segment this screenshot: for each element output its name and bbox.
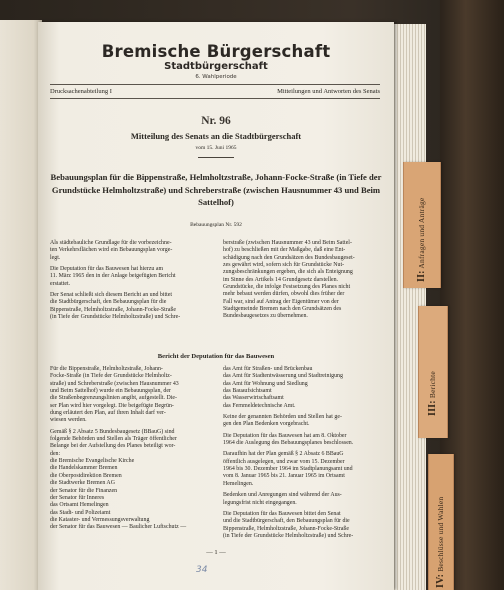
tab-anfragen[interactable] (403, 162, 441, 288)
text-line: 1964 die Auslegung des Bebauungsplanes beschlossen. (223, 440, 354, 447)
text-line: die Oberpostdirektion Bremen (50, 472, 122, 479)
handwritten-annotation: 34 (196, 565, 208, 575)
text-line: zes gewährt wird, sofern sich für Grundstücke Nut- (223, 262, 345, 269)
report-right-column (223, 366, 379, 540)
text-line: Gemäß § 2 Absatz 5 Bundesbaugesetz (BBauG) sind (50, 428, 175, 435)
text-line: ser Plan wird hier vorgelegt. Die beigefügte Begrün- (50, 402, 174, 409)
text-line: Bundesbaugesetzes zu übernehmen. (223, 313, 308, 320)
text-line: die Kataster- und Vermessungsverwaltung (50, 516, 150, 523)
intro-left-column (50, 240, 206, 321)
page-subtitle: Stadtbürgerschaft (164, 61, 268, 72)
text-line: das Amt für Wohnung und Siedlung (223, 380, 308, 387)
text-line: folgende Behörden und Stellen als Träger öffentlicher (50, 436, 177, 443)
text-line: und Beim Sattelhof) wurde ein Bebauungsplan, der (50, 388, 171, 395)
tab-anfragen-label: II: Anfragen und Anträge (416, 197, 427, 282)
text-line: schädigung nach den Grundsätzen des Bundesbaugeset- (223, 254, 355, 261)
text-line: Die Deputation für das Bauwesen hat am 8. Oktober (223, 432, 347, 439)
text-line: das Fernmeldetechnische Amt. (223, 402, 296, 409)
text-line: der Senator für das Bauwesen — Baulicher Luftschutz — (50, 524, 187, 531)
period-label: 6. Wahlperiode (195, 74, 237, 80)
top-rule (50, 84, 380, 85)
intro-right-column (223, 240, 379, 321)
title-line: Bebauungsplan für die Bippenstraße, Helmholtzstraße, Johann-Focke-Straße (in Tiefe der (50, 172, 382, 182)
text-line: das Wasserwirtschaftsamt (223, 395, 284, 402)
document-date: vom 15. Juni 1965 (195, 145, 237, 151)
plan-number: Bebauungsplan Nr. 592 (190, 222, 242, 228)
text-line: 11. März 1965 den in der Anlage beigefügten Bericht (50, 273, 176, 280)
text-line: der Senator für Inneres (50, 494, 105, 501)
short-divider (198, 157, 234, 158)
text-line: hof) zu beschließen mit der Maßgabe, daß eine Ent- (223, 247, 346, 254)
text-line: Die Deputation für das Bauwesen hat hierzu am (50, 266, 164, 273)
title-line: Grundstücke Helmholtzstraße) und Schreberstraße (zwischen Hausnummer 43 und Beim (51, 184, 381, 195)
text-line: Belange bei der Aufstellung des Planes beteiligt wor- (50, 443, 176, 450)
text-line: die Straßenbegrenzungslinien angibt, aufgestellt. Die- (50, 395, 177, 402)
report-left-column (50, 366, 206, 532)
tab-berichte[interactable] (418, 306, 448, 438)
text-line: legt. (50, 254, 61, 261)
header-row (50, 88, 380, 95)
text-line: (in Tiefe der Grundstücke Helmholtzstraße) und Schre- (223, 532, 354, 539)
section-heading: Bericht der Deputation für das Bauwesen (157, 353, 275, 360)
text-line: zungsbeschränkungen ergeben, die sich als Enteignung (223, 269, 353, 276)
text-line: (in Tiefe der Grundstücke Helmholtzstraße) und Schre- (50, 314, 181, 321)
text-line: den: (50, 450, 61, 457)
text-line: dung erläutert den Plan, auf ihren Inhalt darf ver- (50, 410, 166, 417)
text-line: das Amt für Straßen- und Brückenbau (223, 366, 313, 372)
text-line: das Amt für Stadtentwässerung und Stadtreinigung (223, 373, 343, 380)
text-line: straße) und Schreberstraße (zwischen Hausnummer 43 (50, 380, 179, 387)
text-line: und die Stadtbürgerschaft, den Bebauungsplan für die (223, 518, 350, 525)
text-line: im Sinne des Artikels 14 Grundgesetz darstellen. (223, 276, 339, 283)
text-line: Bippenstraße, Helmholtzstraße, Johann-Focke-Straße (223, 525, 349, 532)
text-line: Fall war, sind auf Antrag der Eigentümer von der (223, 298, 339, 305)
text-line: Keine der genannten Behörden und Stellen hat ge- (223, 414, 342, 421)
text-line: Grundstücke, die infolge Festsetzung des Planes nicht (223, 284, 351, 291)
text-line: Hemelingen. (223, 480, 254, 487)
document-number: Nr. 96 (201, 115, 231, 127)
left-page-edge (0, 20, 42, 590)
text-line: Bedenken und Anregungen sind während der Aus- (223, 492, 342, 499)
text-line: legungsfrist nicht eingegangen. (223, 499, 297, 506)
text-line: Der Senat schließt sich diesem Bericht an und bittet (50, 292, 173, 299)
text-line: vom 8. Januar 1965 bis 21. Januar 1965 im Ortsamt (223, 473, 345, 480)
text-line: die Handelskammer Bremen (50, 465, 118, 472)
document-heading: Mitteilung des Senats an die Stadtbürgerschaft (130, 131, 302, 141)
document-page (38, 22, 394, 590)
text-line: das Bauaufsichtsamt (223, 388, 272, 395)
category-label: Mitteilungen und Antworten des Senats (277, 88, 380, 95)
text-line: Focke-Straße (in Tiefe der Grundstücke Helmholtz- (50, 373, 172, 380)
page-number: — 1 — (206, 549, 226, 556)
text-line: die Stadtwerke Bremen AG (50, 480, 115, 487)
text-line: die Bremische Evangelische Kirche (50, 458, 135, 465)
text-line: gen den Plan Bedenken vorgebracht. (223, 421, 310, 428)
text-line: das Ortsamt Hemelingen (50, 502, 109, 509)
text-line: Daraufhin hat der Plan gemäß § 2 Absatz 6 BBauG (223, 451, 344, 458)
text-line: berstraße (zwischen Hausnummer 43 und Beim Sattel- (223, 240, 352, 246)
text-line: Als städtebauliche Grundlage für die vorbezeichne- (50, 240, 172, 246)
title-line: Sattelhof) (198, 197, 234, 208)
tab-beschluesse-label: IV: Beschlüsse und Wahlen (435, 496, 446, 588)
text-line: ten Verkehrsflächen wird ein Bebauungsplan vorge- (50, 247, 173, 254)
department-label: Drucksachenabteilung I (50, 88, 112, 95)
text-line: Stadtgemeinde Bremen nach den Grundsätzen des (223, 306, 342, 313)
text-line: Die Deputation für das Bauwesen bittet den Senat (223, 510, 341, 517)
text-line: der Senator für die Finanzen (50, 487, 118, 494)
text-line: Bippenstraße, Helmholtzstraße, Johann-Focke-Straße (50, 306, 176, 313)
text-line: die Stadtbürgerschaft, den Bebauungsplan für die (50, 299, 167, 306)
text-line: mehr bebaut werden dürfen, obwohl dies früher der (223, 291, 345, 298)
page-title: Bremische Bürgerschaft (101, 42, 331, 61)
tab-berichte-label: III: Berichte (427, 371, 438, 416)
text-line: wiesen werden. (50, 417, 87, 424)
text-line: öffentlich ausgelegen, und zwar vom 15. Dezember (223, 458, 345, 465)
document-title (46, 171, 386, 209)
tab-beschluesse[interactable] (428, 454, 454, 590)
text-line: das Stadt- und Polizeiamt (50, 509, 111, 516)
text-line: erstattet. (50, 280, 71, 287)
text-line: 1964 bis 30. Dezember 1964 im Stadtplanungsamt und (223, 466, 353, 473)
text-line: Für die Bippenstraße, Helmholtzstraße, Johann- (50, 366, 163, 372)
header-bottom-rule (50, 98, 380, 99)
